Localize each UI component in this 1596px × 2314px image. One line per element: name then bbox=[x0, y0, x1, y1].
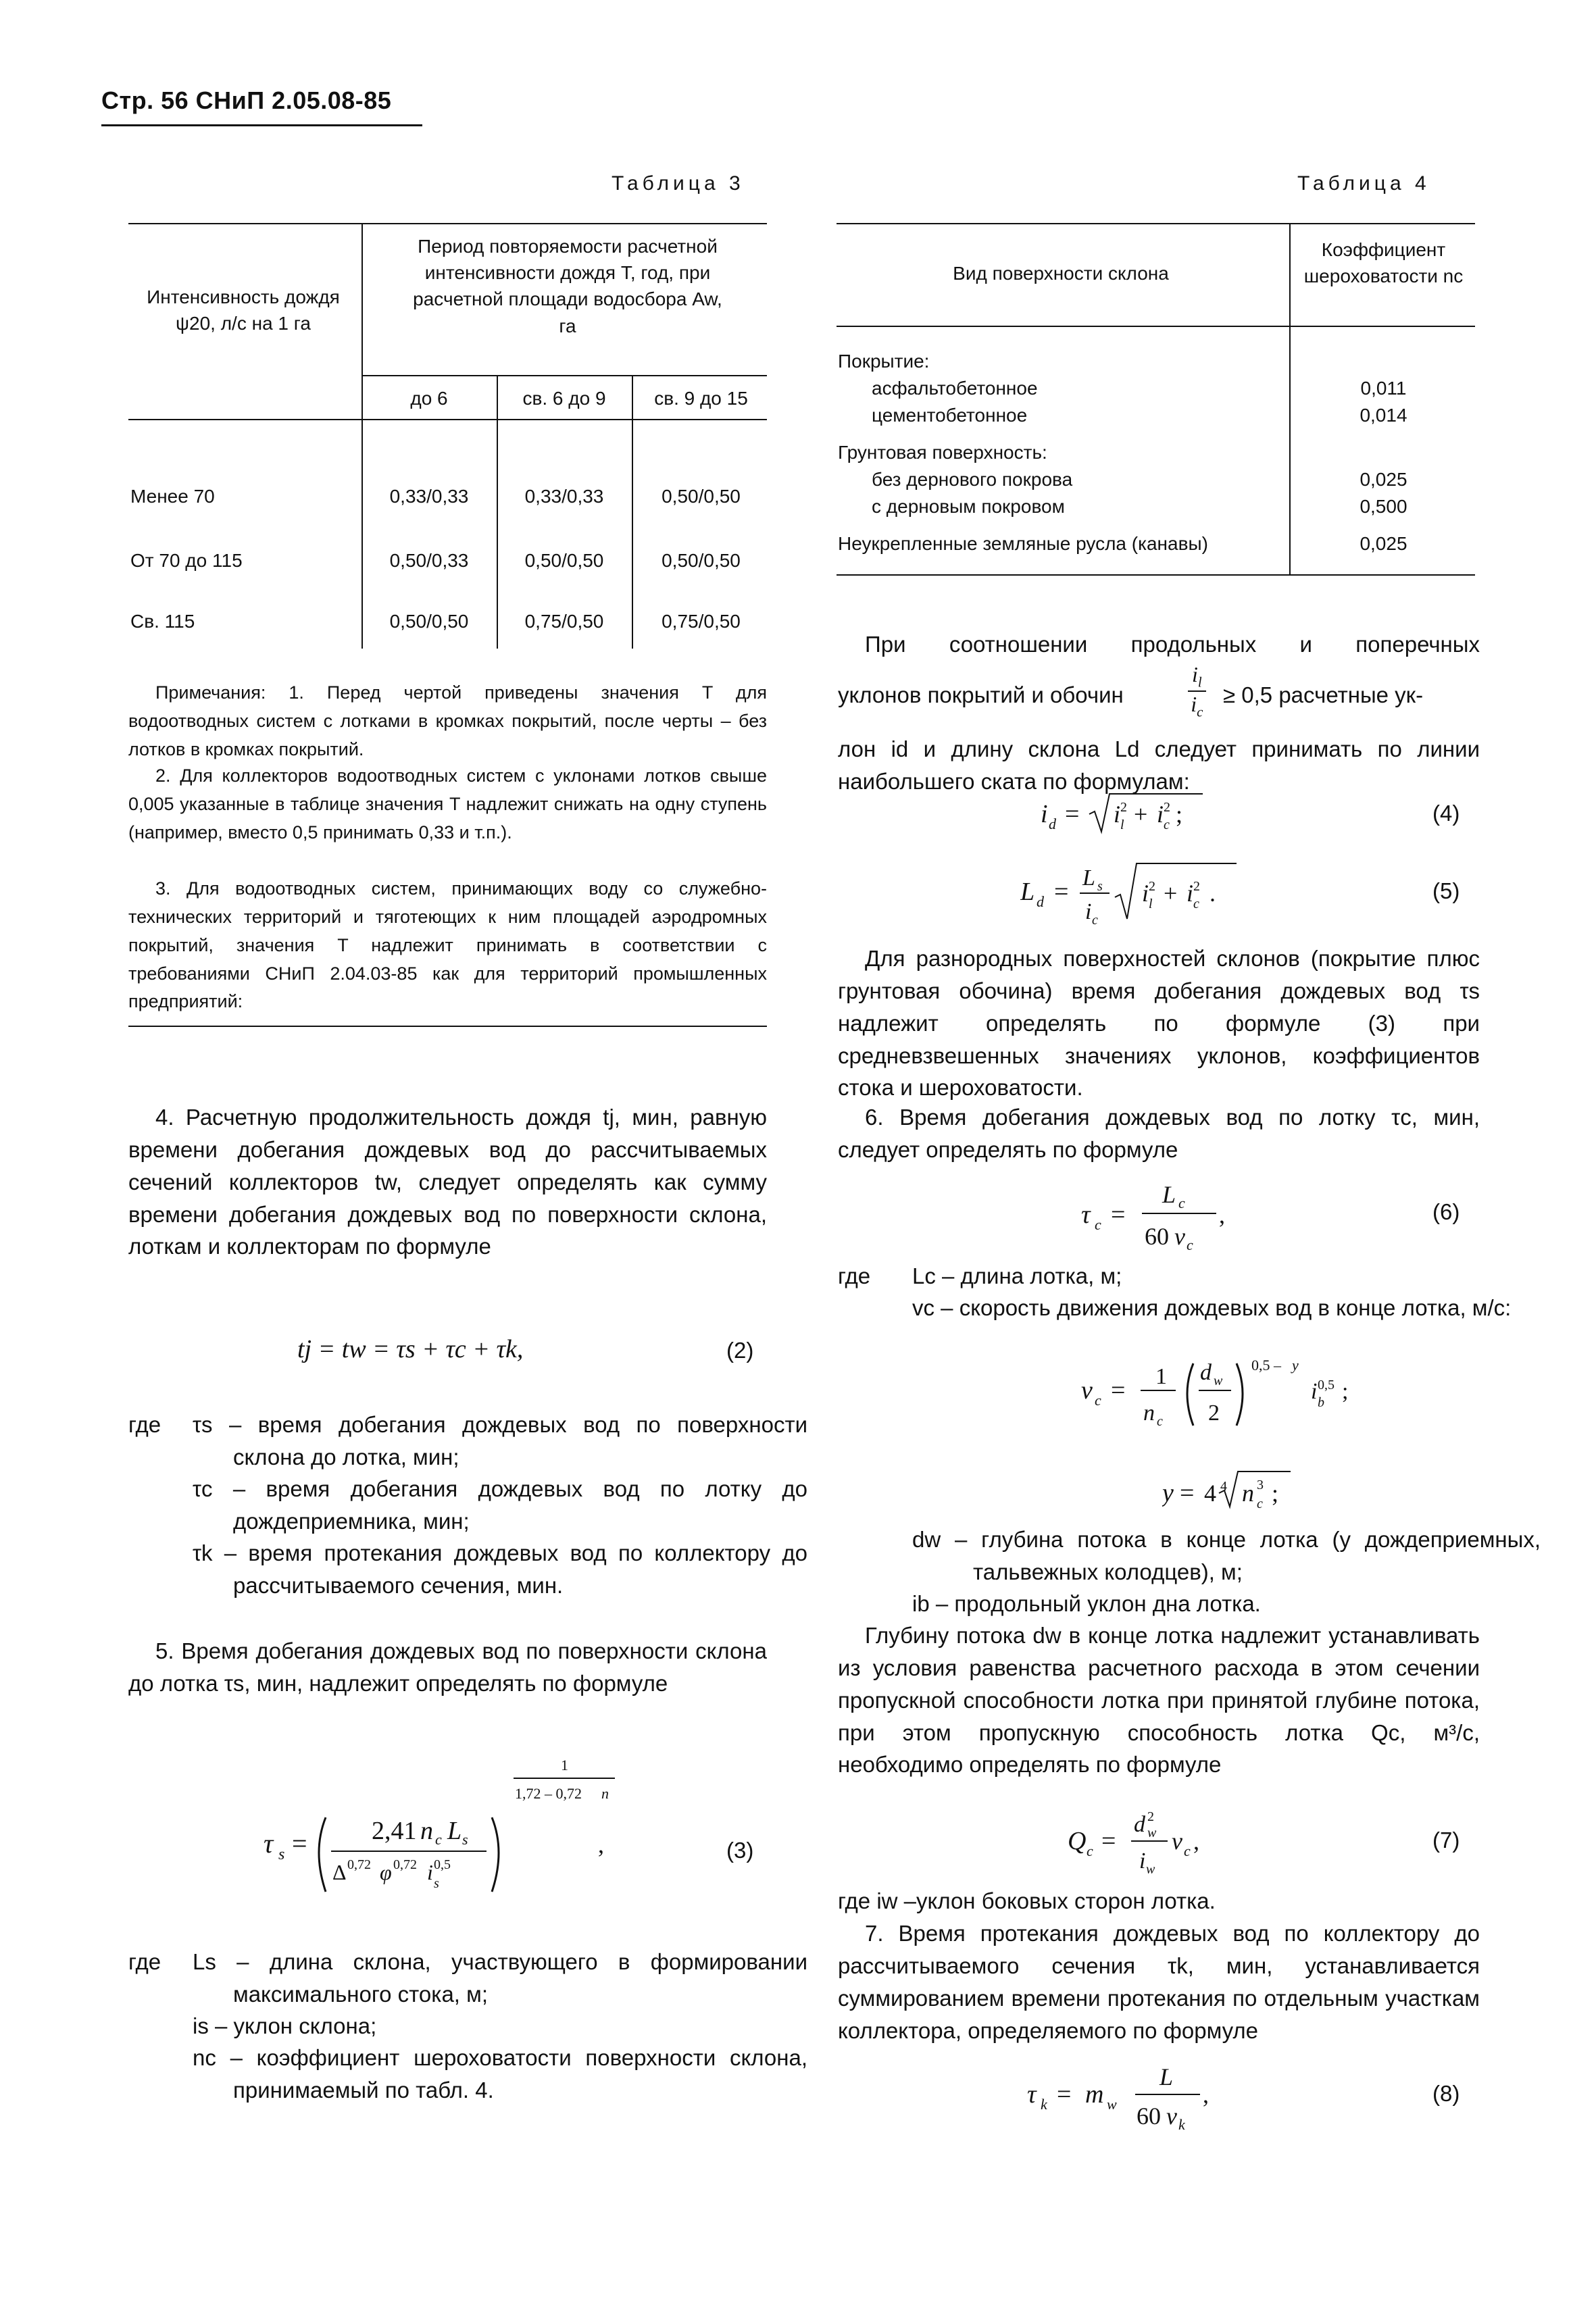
equation-3 bbox=[264, 1757, 642, 1912]
svg-text:k: k bbox=[1178, 2116, 1185, 2133]
table3-cell: 0,50/0,50 bbox=[662, 486, 741, 507]
table3-note-2: 2. Для коллекторов водоотводных систем с уклонами лотков свыше 0,005 указанные в таблице значения T надлежит снижать на одну ступень (например, вместо 0,5 принимать 0,33 и т.п.). bbox=[128, 765, 767, 842]
table3-caption: Таблица 3 bbox=[612, 172, 745, 195]
table3-vline-2 bbox=[497, 375, 498, 649]
equation-2-number: (2) bbox=[726, 1338, 754, 1363]
table3-head-rule bbox=[128, 419, 767, 420]
where6b-item: dw – глубина потока в конце лотка (у дождеприемных, тальвежных колодцев), м; bbox=[912, 1527, 1541, 1584]
svg-text:=: = bbox=[1057, 2080, 1072, 2109]
equation-8 bbox=[1027, 2054, 1257, 2142]
table4-top-rule bbox=[837, 223, 1475, 224]
equation-6 bbox=[1081, 1169, 1257, 1257]
svg-text:+: + bbox=[1134, 801, 1148, 828]
svg-text:1: 1 bbox=[1155, 1364, 1167, 1389]
svg-text:c: c bbox=[435, 1831, 442, 1848]
table3-subheader-1: до 6 bbox=[410, 388, 448, 409]
table4-col2-header: Коэффициент шероховатости nc bbox=[1303, 239, 1464, 287]
where3-item: is – уклон склона; bbox=[193, 2013, 377, 2038]
svg-text:d: d bbox=[1200, 1360, 1212, 1385]
svg-text:1,72 – 0,72: 1,72 – 0,72 bbox=[515, 1785, 582, 1802]
svg-text:c: c bbox=[1184, 1842, 1191, 1859]
where7: где iw –уклон боковых сторон лотка. bbox=[838, 1888, 1216, 1913]
svg-text:2: 2 bbox=[1193, 879, 1200, 894]
svg-text:τ: τ bbox=[264, 1828, 274, 1859]
svg-text:v: v bbox=[1172, 1828, 1182, 1855]
svg-text:i: i bbox=[1085, 899, 1092, 924]
ratio-line-3: лон id и длину склона Ld следует принимать по линии наибольшего ската по формулам: bbox=[838, 736, 1480, 794]
where6-item: Lc – длина лотка, м; bbox=[912, 1263, 1122, 1288]
svg-text:w: w bbox=[1147, 1826, 1157, 1840]
svg-text:=: = bbox=[1065, 800, 1080, 828]
paragraph-7: 7. Время протекания дождевых вод по коллектору до рассчитываемого сечения τk, мин, устанавливается суммированием времени протекания по отдельным участкам коллектора, определяемого по формуле bbox=[838, 1921, 1480, 2043]
table4-row-label: асфальтобетонное bbox=[872, 378, 1038, 399]
table3-note-3: 3. Для водоотводных систем, принимающих воду со служебно-технических территорий и тяготеющих к ним площадей аэродромных покрытий, значения T надлежит принимать в соответствии с требованиями СНиП 2.04.03-85 как для территорий промышленных предприятий: bbox=[128, 878, 767, 1012]
svg-text:1: 1 bbox=[561, 1757, 568, 1774]
svg-text:+: + bbox=[1164, 880, 1178, 907]
svg-text:c: c bbox=[1178, 1194, 1185, 1211]
svg-text:2: 2 bbox=[1120, 800, 1127, 815]
svg-text:w: w bbox=[1214, 1374, 1223, 1388]
svg-text:c: c bbox=[1095, 1392, 1101, 1409]
svg-text:=: = bbox=[1111, 1376, 1126, 1405]
svg-text:v: v bbox=[1174, 1223, 1185, 1250]
table3-top-rule bbox=[128, 223, 767, 224]
svg-text:2: 2 bbox=[1208, 1401, 1220, 1426]
svg-text:;: ; bbox=[1272, 1480, 1279, 1507]
svg-text:,: , bbox=[1219, 1201, 1225, 1228]
equation-5 bbox=[1020, 851, 1291, 932]
table3-cell: 0,33/0,33 bbox=[389, 486, 469, 507]
header-underline bbox=[101, 124, 422, 126]
table3-group-header: Период повторяемости расчетной интенсивности дождя T, год, при расчетной площади водосбора Aw, га bbox=[413, 236, 722, 336]
equation-7-number: (7) bbox=[1432, 1828, 1460, 1853]
table3-col1-header: Интенсивность дождя ψ20, л/с на 1 га bbox=[147, 286, 340, 334]
table3-subheader-3: св. 9 до 15 bbox=[654, 388, 748, 409]
svg-text:s: s bbox=[434, 1876, 439, 1891]
svg-text:4: 4 bbox=[1204, 1480, 1216, 1507]
svg-text:;: ; bbox=[1342, 1379, 1349, 1404]
equation-8-number: (8) bbox=[1432, 2081, 1460, 2106]
svg-text:v: v bbox=[1166, 2103, 1177, 2130]
svg-text:i: i bbox=[427, 1860, 433, 1884]
svg-text:,: , bbox=[1203, 2081, 1209, 2108]
where6b-item: ib – продольный уклон дна лотка. bbox=[912, 1591, 1261, 1616]
svg-text:.: . bbox=[1210, 880, 1216, 907]
equation-4-number: (4) bbox=[1432, 801, 1460, 826]
table3-vline-3 bbox=[632, 375, 633, 649]
equation-vc bbox=[1081, 1344, 1378, 1446]
svg-text:i: i bbox=[1041, 800, 1048, 828]
svg-text:c: c bbox=[1164, 818, 1170, 832]
where6-label: где bbox=[838, 1263, 871, 1288]
ratio-line-1: При соотношении продольных и поперечных bbox=[865, 632, 1480, 657]
table3-cell: 0,50/0,33 bbox=[389, 550, 469, 571]
table4-row-value: 0,011 bbox=[1360, 378, 1407, 399]
svg-text:=: = bbox=[292, 1828, 307, 1859]
table3-cell: 0,50/0,50 bbox=[389, 611, 469, 632]
svg-text:l: l bbox=[1120, 818, 1124, 832]
equation-2: tj = tw = τs + τc + τk, bbox=[297, 1335, 524, 1363]
equation-7 bbox=[1068, 1801, 1270, 1882]
table4-row-value: 0,014 bbox=[1360, 405, 1407, 426]
svg-text:n: n bbox=[601, 1785, 609, 1802]
svg-text:c: c bbox=[1193, 897, 1199, 911]
svg-text:b: b bbox=[1318, 1395, 1324, 1410]
svg-text:Δ: Δ bbox=[332, 1860, 347, 1884]
table3-cell: 0,50/0,50 bbox=[662, 550, 741, 571]
svg-text:=: = bbox=[1054, 878, 1069, 906]
svg-text:3: 3 bbox=[1257, 1478, 1264, 1492]
table3-subheader-2: св. 6 до 9 bbox=[522, 388, 606, 409]
svg-text:c: c bbox=[1087, 1842, 1093, 1859]
svg-text:2: 2 bbox=[1149, 879, 1155, 894]
table4-row-value: 0,500 bbox=[1360, 496, 1407, 517]
svg-text:n: n bbox=[420, 1817, 433, 1845]
table4-row-value: 0,025 bbox=[1360, 533, 1407, 554]
where-label: где bbox=[128, 1949, 161, 1974]
svg-text:L: L bbox=[447, 1817, 462, 1845]
table4-vline bbox=[1289, 223, 1291, 574]
svg-text:s: s bbox=[1097, 879, 1103, 894]
table4-row-label: цементобетонное bbox=[872, 405, 1028, 426]
table4-row-label: без дернового покрова bbox=[872, 469, 1073, 490]
svg-text:L: L bbox=[1020, 878, 1035, 906]
table3-cell: 0,75/0,50 bbox=[524, 611, 604, 632]
svg-text:60: 60 bbox=[1145, 1223, 1169, 1250]
table3-cell: 0,75/0,50 bbox=[662, 611, 741, 632]
equation-3-number: (3) bbox=[726, 1838, 754, 1863]
svg-text:i: i bbox=[1114, 801, 1121, 828]
where-label: где bbox=[128, 1412, 161, 1437]
svg-text:w: w bbox=[1146, 1862, 1155, 1877]
svg-text:l: l bbox=[1149, 897, 1153, 911]
table4-row-label: Грунтовая поверхность: bbox=[838, 442, 1047, 463]
table4-bottom-rule bbox=[837, 574, 1475, 576]
where2-item: τs – время добегания дождевых вод по поверхности склона до лотка, мин; bbox=[193, 1412, 807, 1469]
table3-row-label: От 70 до 115 bbox=[130, 550, 243, 571]
svg-text:s: s bbox=[462, 1831, 468, 1848]
svg-text:L: L bbox=[1159, 2063, 1174, 2090]
svg-text:4: 4 bbox=[1220, 1479, 1227, 1494]
svg-text:k: k bbox=[1041, 2096, 1047, 2113]
table4-row-label: с дерновым покровом bbox=[872, 496, 1065, 517]
svg-text:d: d bbox=[1134, 1812, 1145, 1837]
table3-bottom-rule bbox=[128, 1026, 767, 1027]
where2-item: τk – время протекания дождевых вод по коллектору до рассчитываемого сечения, мин. bbox=[193, 1540, 807, 1598]
svg-text:n: n bbox=[1242, 1480, 1254, 1507]
table4-row-label: Покрытие: bbox=[838, 351, 930, 372]
svg-text:c: c bbox=[1092, 913, 1098, 928]
equation-6-number: (6) bbox=[1432, 1199, 1460, 1224]
svg-text:s: s bbox=[278, 1846, 285, 1863]
svg-text:L: L bbox=[1162, 1181, 1176, 1208]
equation-4 bbox=[1041, 787, 1264, 841]
table3-note-1: Примечания: 1. Перед чертой приведены значения T для водоотводных систем с лотками в кромках покрытий, после черты – без лотков в кромках покрытий. bbox=[128, 682, 767, 759]
svg-text:,: , bbox=[598, 1831, 604, 1858]
ratio-fraction: $\frac{i_l}{i_c}$ bbox=[1188, 662, 1206, 721]
svg-text:2,41: 2,41 bbox=[372, 1817, 417, 1845]
table4-row-label: Неукрепленные земляные русла (канавы) bbox=[838, 533, 1208, 554]
svg-text:L: L bbox=[1082, 865, 1095, 890]
svg-text:2: 2 bbox=[1147, 1809, 1154, 1824]
svg-text:60: 60 bbox=[1137, 2103, 1161, 2130]
table4-caption: Таблица 4 bbox=[1297, 172, 1430, 195]
svg-text:n: n bbox=[1143, 1401, 1155, 1426]
table3-cell: 0,50/0,50 bbox=[524, 550, 604, 571]
page-header: Стр. 56 СНиП 2.05.08-85 bbox=[101, 86, 392, 114]
svg-text:;: ; bbox=[1176, 801, 1183, 828]
svg-text:c: c bbox=[1157, 1414, 1163, 1429]
svg-text:c: c bbox=[1187, 1236, 1193, 1253]
table3-vline-1 bbox=[361, 223, 363, 649]
paragraph-heterogeneous: Для разнородных поверхностей склонов (покрытие плюс грунтовая обочина) время добегания дождевых вод τs надлежит определять по формуле (3) при средневзвешенных значениях уклонов, коэффициентов стока и шероховатости. bbox=[838, 946, 1480, 1101]
svg-text:τ: τ bbox=[1027, 2080, 1037, 2109]
where2-item: τc – время добегания дождевых вод по лотку до дождеприемника, мин; bbox=[193, 1476, 807, 1534]
svg-text:0,72: 0,72 bbox=[347, 1857, 371, 1872]
svg-text:y: y bbox=[1292, 1357, 1299, 1374]
svg-text:=: = bbox=[1111, 1201, 1126, 1229]
table4-head-rule bbox=[837, 326, 1475, 327]
paragraph-depth: Глубину потока dw в конце лотка надлежит устанавливать из условия равенства расчетного расхода в этом сечении пропускной способности лотка при принятой глубине потока, при этом пропускную способность лотка Qc, м³/с, необходимо определять по формуле bbox=[838, 1623, 1480, 1778]
paragraph-4: 4. Расчетную продолжительность дождя tj, мин, равную времени добегания дождевых вод до рассчитываемых сечений коллекторов tw, следует определять как сумму времени добегания дождевых вод по поверхности склона, лоткам и коллекторам по формуле bbox=[128, 1105, 767, 1259]
svg-text:w: w bbox=[1107, 2096, 1117, 2113]
svg-text:d: d bbox=[1037, 893, 1044, 910]
table3-row-label: Менее 70 bbox=[130, 486, 215, 507]
svg-text:y: y bbox=[1162, 1479, 1174, 1507]
svg-text:i: i bbox=[1187, 880, 1194, 907]
where6-item: vc – скорость движения дождевых вод в конце лотка, м/с: bbox=[912, 1295, 1512, 1320]
svg-text:0,5: 0,5 bbox=[1318, 1378, 1335, 1392]
paragraph-6: 6. Время добегания дождевых вод по лотку τc, мин, следует определять по формуле bbox=[838, 1105, 1480, 1162]
svg-text:i: i bbox=[1139, 1848, 1146, 1873]
svg-text:0,72: 0,72 bbox=[393, 1857, 417, 1872]
svg-text:Q: Q bbox=[1068, 1827, 1087, 1855]
ratio-line-2b: ≥ 0,5 расчетные ук- bbox=[1223, 682, 1424, 707]
where3-item: nc – коэффициент шероховатости поверхности склона, принимаемый по табл. 4. bbox=[193, 2045, 807, 2103]
svg-text:c: c bbox=[1257, 1496, 1263, 1511]
svg-text:v: v bbox=[1081, 1376, 1093, 1405]
svg-text:τ: τ bbox=[1081, 1201, 1091, 1229]
svg-text:2: 2 bbox=[1164, 800, 1170, 815]
where3-item: Ls – длина склона, участвующего в формировании максимального стока, м; bbox=[193, 1949, 807, 2007]
svg-text:=: = bbox=[1101, 1827, 1116, 1855]
svg-text:φ: φ bbox=[380, 1860, 392, 1884]
ratio-line-2a: уклонов покрытий и обочин bbox=[838, 682, 1124, 707]
svg-text:d: d bbox=[1049, 815, 1056, 832]
svg-text:0,5: 0,5 bbox=[434, 1857, 451, 1872]
svg-text:0,5 –: 0,5 – bbox=[1251, 1357, 1281, 1374]
equation-y bbox=[1162, 1466, 1338, 1513]
table3-cell: 0,33/0,33 bbox=[524, 486, 604, 507]
svg-text:=: = bbox=[1180, 1479, 1195, 1507]
svg-text:c: c bbox=[1095, 1216, 1101, 1233]
equation-5-number: (5) bbox=[1432, 878, 1460, 903]
svg-text:i: i bbox=[1142, 880, 1149, 907]
table4-row-value: 0,025 bbox=[1360, 469, 1407, 490]
table3-row-label: Св. 115 bbox=[130, 611, 195, 632]
svg-text:m: m bbox=[1085, 2080, 1104, 2109]
svg-text:i: i bbox=[1157, 801, 1164, 828]
paragraph-5: 5. Время добегания дождевых вод по поверхности склона до лотка τs, мин, надлежит определять по формуле bbox=[128, 1638, 767, 1696]
table4-col1-header: Вид поверхности склона bbox=[953, 263, 1169, 284]
svg-text:i: i bbox=[1311, 1379, 1318, 1404]
svg-text:,: , bbox=[1193, 1828, 1199, 1855]
table3-sub-rule bbox=[361, 375, 767, 376]
